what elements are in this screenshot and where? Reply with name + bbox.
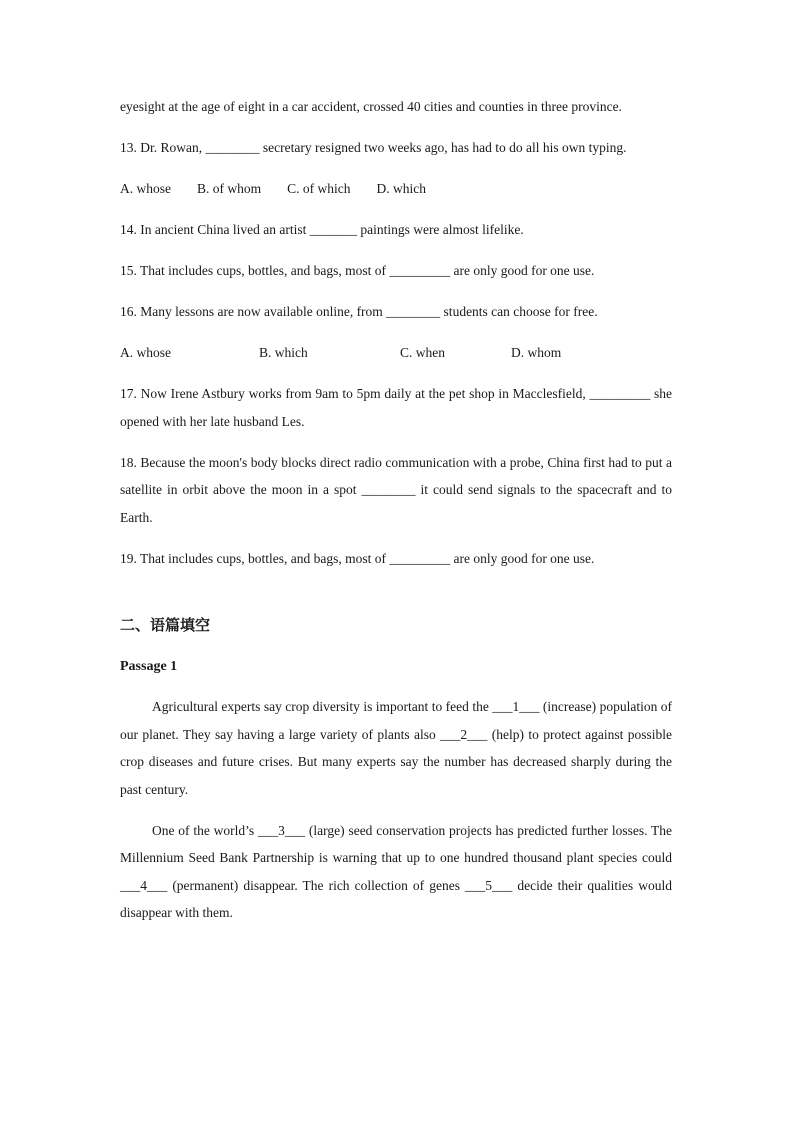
option-c: C. of which <box>287 181 351 196</box>
option-c: C. when <box>400 345 445 360</box>
question-16-options <box>120 339 672 367</box>
section-heading: 二、语篇填空 <box>120 616 211 634</box>
question-13: 13. Dr. Rowan, ________ secretary resigned two weeks ago, has had to do all his own typing. <box>120 140 627 155</box>
question-18: 18. Because the moon's body blocks direct radio communication with a probe, China first had to put a satellite in orbit above the moon in a spot ________ it could send signals to the spacecraft and to Earth. <box>120 454 672 525</box>
question-13-options <box>120 175 672 203</box>
option-b: B. of whom <box>197 181 262 196</box>
passage-title: Passage 1 <box>120 659 178 674</box>
option-d: D. which <box>376 181 426 196</box>
question-12-continuation: eyesight at the age of eight in a car accident, crossed 40 cities and counties in three province. <box>120 99 622 114</box>
option-a: A. whose <box>120 181 171 196</box>
option-d: D. whom <box>511 345 562 360</box>
option-a: A. whose <box>120 345 171 360</box>
option-b: B. which <box>259 345 308 360</box>
document-page <box>120 93 672 940</box>
passage-paragraph-2: One of the world’s ___3___ (large) seed conservation projects has predicted further losses. The Millennium Seed Bank Partnership is warning that up to one hundred thousand plant species could ___4___ (permanent) disappear. The rich collection of genes ___5___ decide their qualities would disappear with them. <box>120 822 672 920</box>
question-19: 19. That includes cups, bottles, and bags, most of _________ are only good for one use. <box>120 550 595 566</box>
question-17: 17. Now Irene Astbury works from 9am to 5pm daily at the pet shop in Macclesfield, _________ she opened with her late husband Les. <box>120 386 672 429</box>
passage-paragraph-1: Agricultural experts say crop diversity is important to feed the ___1___ (increase) population of our planet. They say having a large variety of plants also ___2___ (help) to protect against possible crop diseases and future crises. But many experts say the number has decreased sharply during the past century. <box>120 699 672 797</box>
question-16: 16. Many lessons are now available online, from ________ students can choose for free. <box>120 304 598 319</box>
question-14: 14. In ancient China lived an artist _______ paintings were almost lifelike. <box>120 222 524 237</box>
question-15: 15. That includes cups, bottles, and bags, most of _________ are only good for one use. <box>120 263 595 278</box>
